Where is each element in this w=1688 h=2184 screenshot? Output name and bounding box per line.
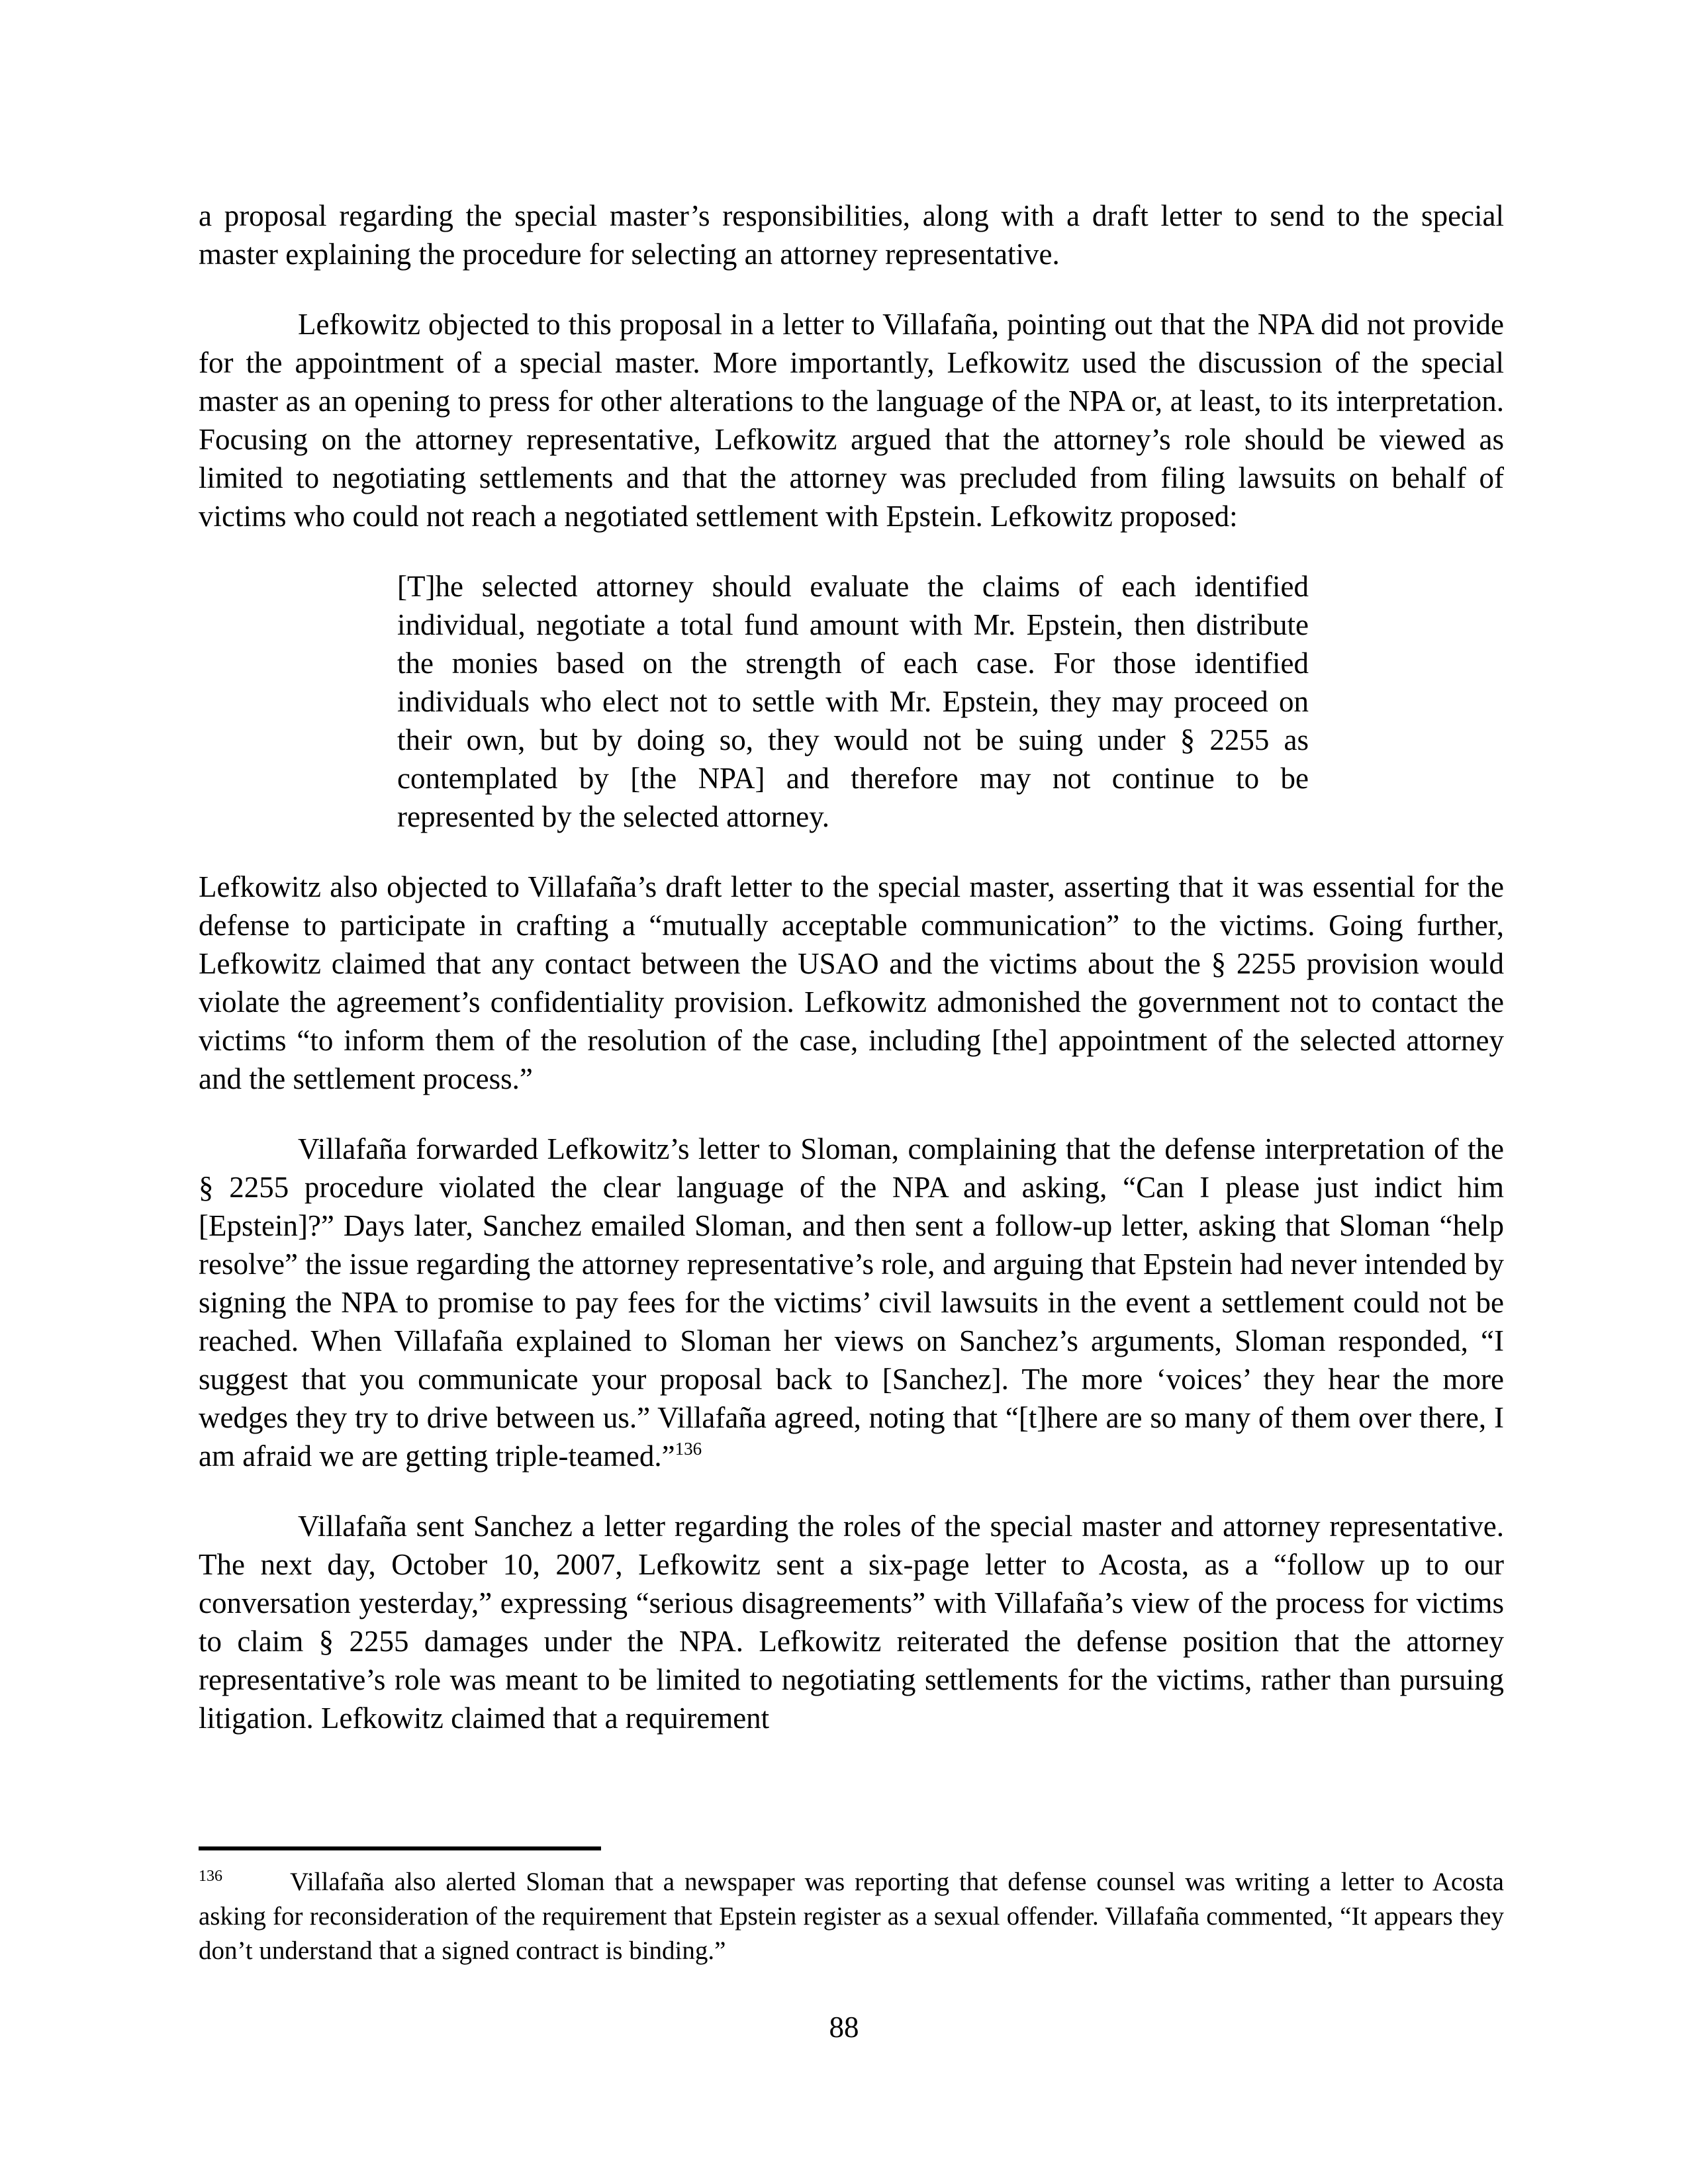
- paragraph-lefkowitz-objection: Lefkowitz objected to this proposal in a letter to Villafaña, pointing out that the NPA did not provide for the appointment of a special master. More importantly, Lefkowitz used the discussion of the special master as an opening to press for other alterations to the language of the NPA or, at least, to its interpretation. Focusing on the attorney representative, Lefkowitz argued that the attorney’s role should be viewed as limited to negotiating settlements and that the attorney was precluded from filing lawsuits on behalf of victims who could not reach a negotiated settlement with Epstein. Lefkowitz proposed:: [199, 308, 1504, 533]
- paragraph-villafana-sent-sanchez: Villafaña sent Sanchez a letter regarding the roles of the special master and attorney representative. The next day, October 10, 2007, Lefkowitz sent a six-page letter to Acosta, as a “follow up to our conversation yesterday,” expressing “serious disagreements” with Villafaña’s view of the process for victims to claim § 2255 damages under the NPA. Lefkowitz reiterated the defense position that the attorney representative’s role was meant to be limited to negotiating settlements for the victims, rather than pursuing litigation. Lefkowitz claimed that a requirement: [199, 1510, 1504, 1735]
- page-number: 88: [829, 2011, 859, 2044]
- footnote-number: 136: [199, 1868, 222, 1885]
- blockquote-lefkowitz-proposal: [T]he selected attorney should evaluate the claims of each identified individual, negotiate a total fund amount with Mr. Epstein, then distribute the monies based on the strength of each case. For those identified individuals who elect not to settle with Mr. Epstein, they may proceed on their own, but by doing so, they would not be suing under § 2255 as contemplated by [the NPA] and therefore may not continue to be represented by the selected attorney.: [397, 570, 1309, 833]
- body-text: [199, 197, 1504, 1769]
- footnote-reference-136: 136: [675, 1439, 702, 1459]
- footnote-136: [199, 1865, 1504, 1968]
- paragraph-continuation: a proposal regarding the special master’s responsibilities, along with a draft letter to send to the special master explaining the procedure for selecting an attorney representative.: [199, 199, 1504, 271]
- footnote-separator-rule: [199, 1846, 601, 1850]
- footnote-text: Villafaña also alerted Sloman that a newspaper was reporting that defense counsel was writing a letter to Acosta asking for reconsideration of the requirement that Epstein register as a sexual offender. Villafaña commented, “It appears they don’t understand that a signed contract is binding.”: [199, 1868, 1504, 1965]
- paragraph-villafana-forwarded: [199, 1130, 1504, 1475]
- paragraph-draft-letter-objection: Lefkowitz also objected to Villafaña’s draft letter to the special master, asserting that it was essential for the defense to participate in crafting a “mutually acceptable communication” to the victims. Going further, Lefkowitz claimed that any contact between the USAO and the victims about the § 2255 provision would violate the agreement’s confidentiality provision. Lefkowitz admonished the government not to contact the victims “to inform them of the resolution of the case, including [the] appointment of the selected attorney and the settlement process.”: [199, 870, 1504, 1095]
- paragraph-villafana-forwarded-text: Villafaña forwarded Lefkowitz’s letter to Sloman, complaining that the defense interpretation of the § 2255 procedure violated the clear language of the NPA and asking, “Can I please just indict him [Epstein]?” Days later, Sanchez emailed Sloman, and then sent a follow-up letter, asking that Sloman “help resolve” the issue regarding the attorney representative’s role, and arguing that Epstein had never intended by signing the NPA to promise to pay fees for the victims’ civil lawsuits in the event a settlement could not be reached. When Villafaña explained to Sloman her views on Sanchez’s arguments, Sloman responded, “I suggest that you communicate your proposal back to [Sanchez]. The more ‘voices’ they hear the more wedges they try to drive between us.” Villafaña agreed, noting that “[t]here are so many of them over there, I am afraid we are getting triple-teamed.”: [199, 1132, 1504, 1473]
